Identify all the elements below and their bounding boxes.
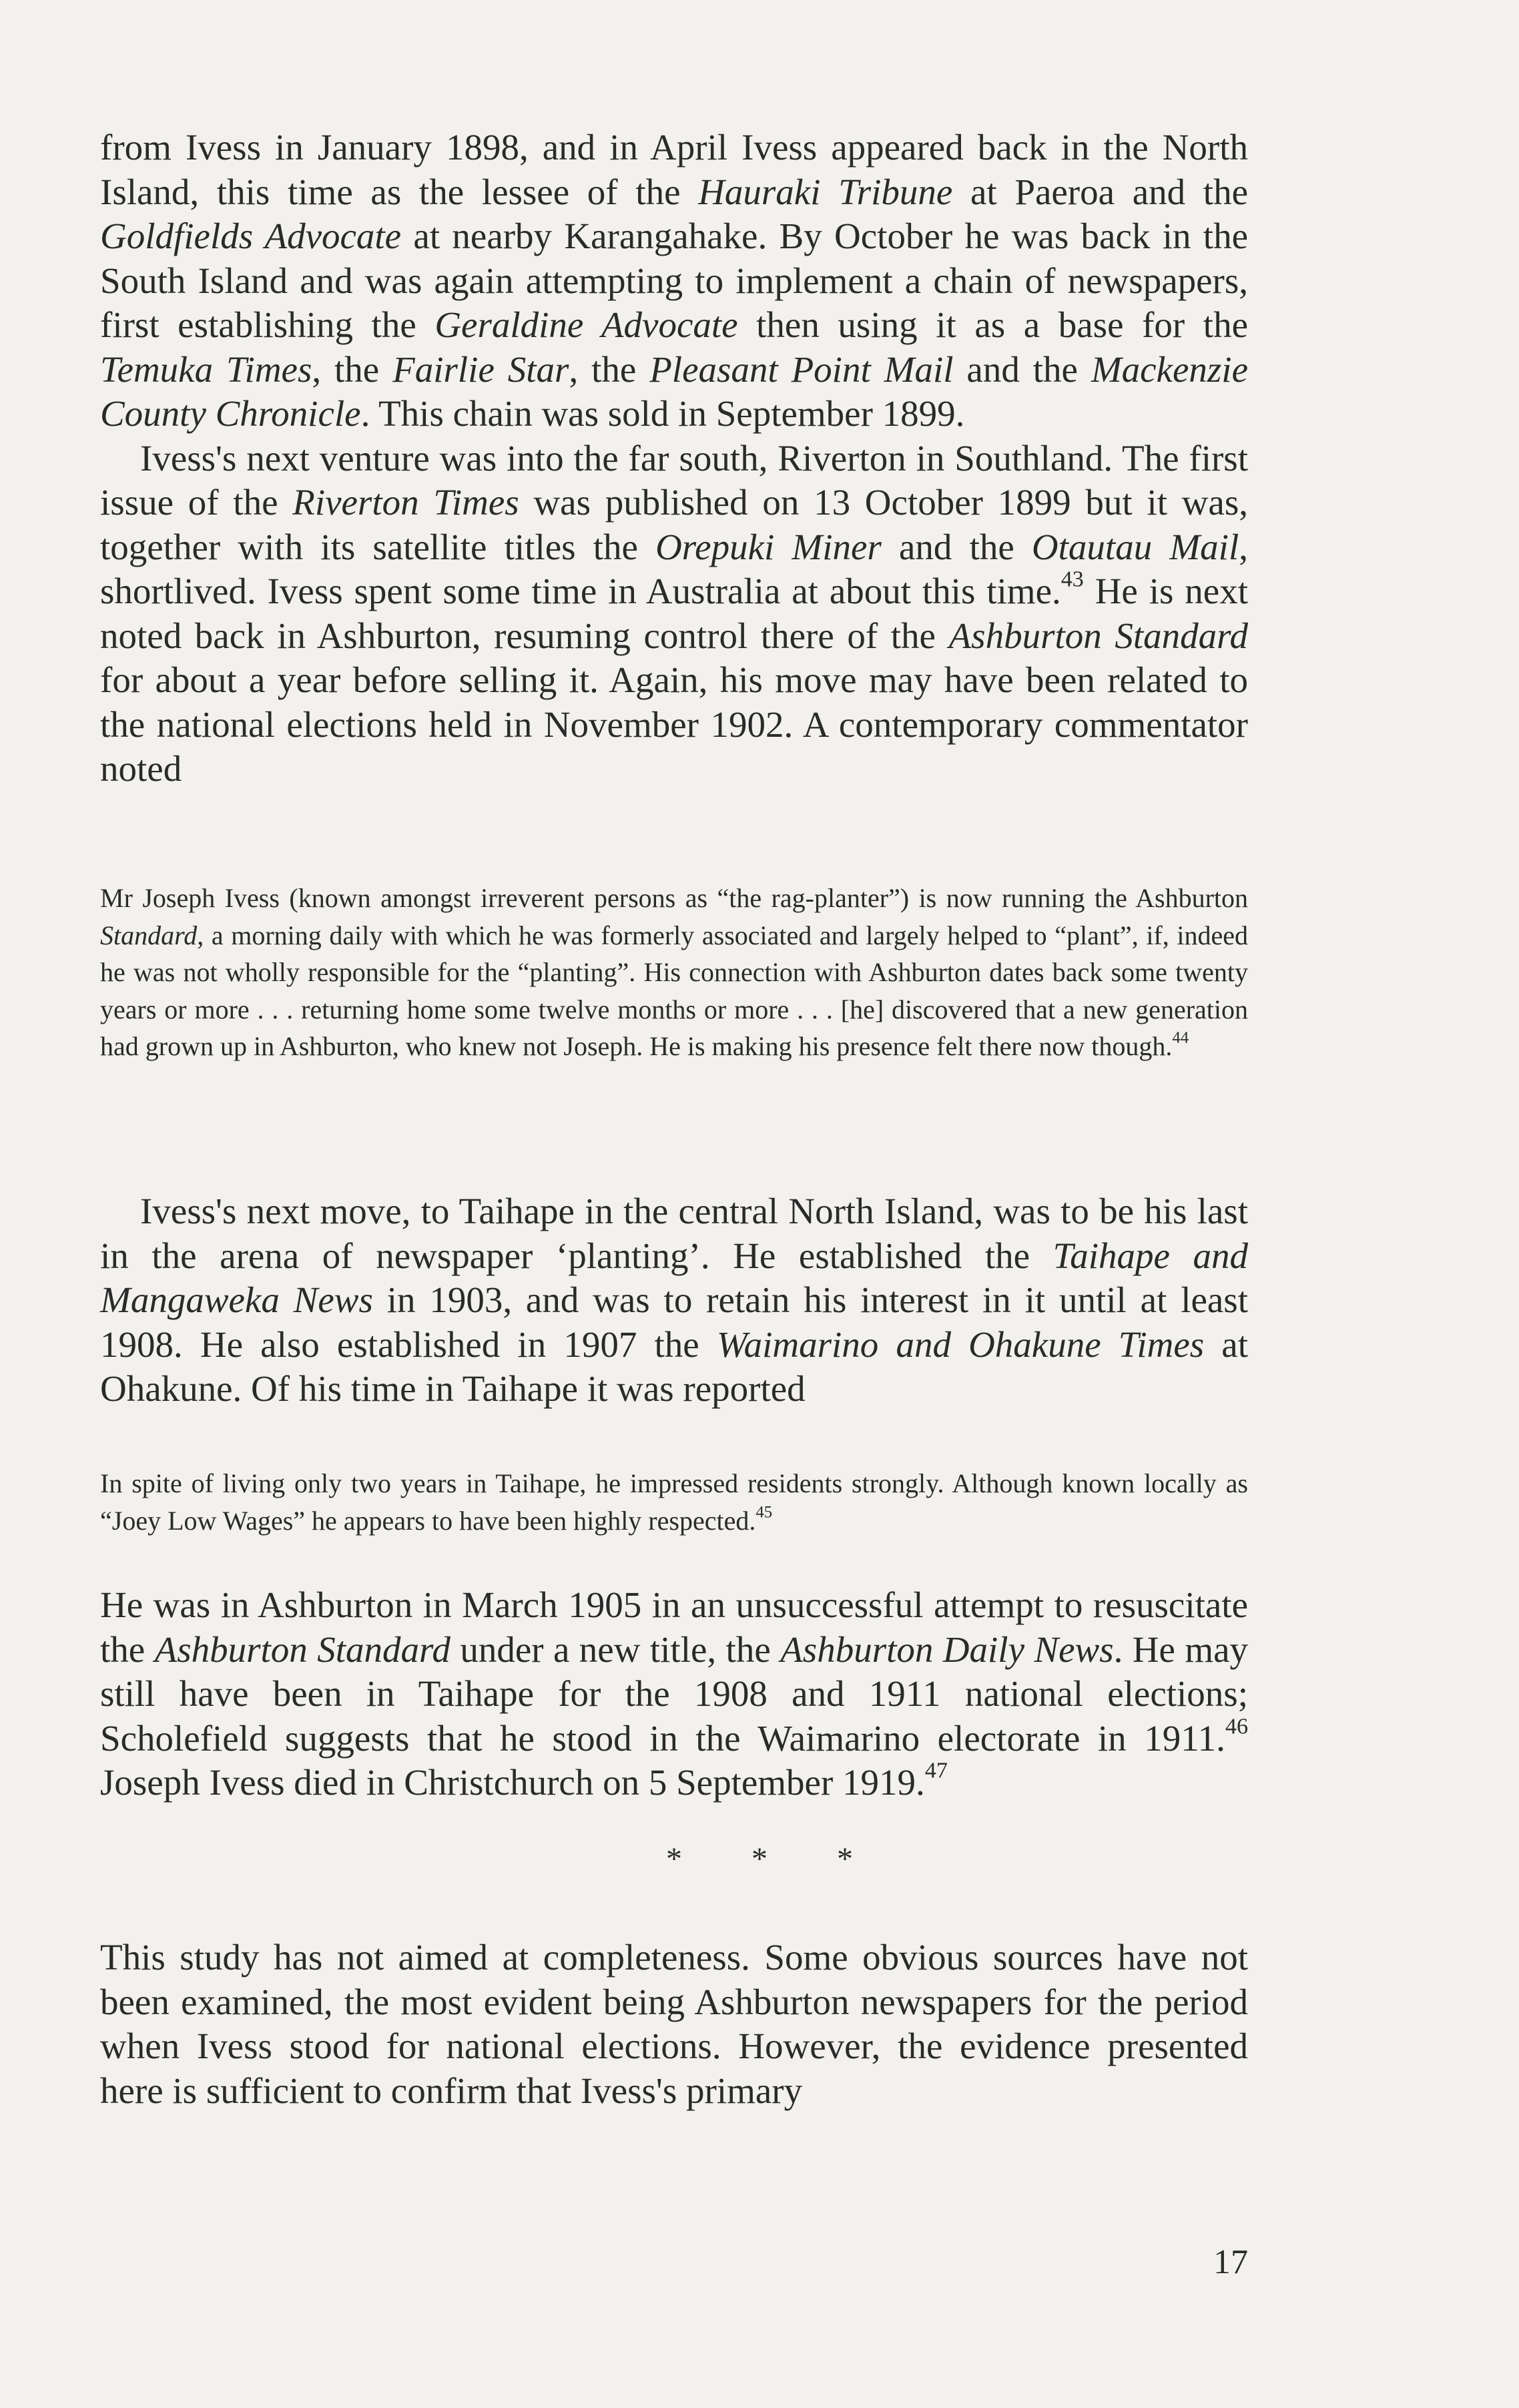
footnote-ref: 47 xyxy=(924,1758,948,1783)
text-run: , the xyxy=(569,348,650,390)
text-run: Ivess's next venture was into the far south, Riverton in Southland. The first issue of the xyxy=(100,437,1248,523)
text-run: This study has not aimed at completeness. Some obvious sources have not been examined, the most evident being Ashburton newspapers for the period when Ivess stood for national elections. However, the evidence presented here is sufficient to confirm that Ivess's primary xyxy=(100,1937,1248,2111)
newspaper-title: Temuka Times xyxy=(100,348,312,390)
quote-text xyxy=(100,880,1248,1065)
newspaper-title: Ashburton Standard xyxy=(154,1628,450,1670)
paragraph xyxy=(100,125,1248,436)
footnote-ref: 46 xyxy=(1225,1713,1248,1739)
text-run: at nearby Karangahake. By October he was back in the South Island and was again attempting to implement a chain of newspapers, first establishing the xyxy=(100,216,1248,345)
newspaper-title: Taihape and Mangaweka News xyxy=(100,1235,1248,1320)
newspaper-title: Pleasant Point Mail xyxy=(649,348,954,390)
paragraph xyxy=(100,436,1248,792)
text-run: Joseph Ivess died in Christchurch on 5 September 1919. xyxy=(100,1762,925,1803)
newspaper-title: Standard xyxy=(100,920,198,950)
text-run: He is next noted back in Ashburton, resuming control there of the xyxy=(100,571,1248,656)
paragraph xyxy=(100,1189,1248,1412)
newspaper-title: Goldfields Advocate xyxy=(100,216,402,256)
text-run: and the xyxy=(953,348,1091,390)
text-run: He was in Ashburton in March 1905 in an unsuccessful attempt to resuscitate the xyxy=(100,1584,1248,1670)
newspaper-title: Ashburton Daily News xyxy=(780,1628,1114,1670)
newspaper-title: Fairlie Star xyxy=(392,348,569,390)
block-quote xyxy=(100,880,1248,1065)
newspaper-title: Hauraki Tribune xyxy=(698,171,953,212)
text-run: Ivess's next move, to Taihape in the central North Island, was to be his last in the arena of newspaper ‘planting’. He established the xyxy=(100,1191,1248,1276)
text-run: , a morning daily with which he was formerly associated and largely helped to “plant”, if, indeed he was not wholly responsible for the “planting”. His connection with Ashburton dates back some twenty years or more . . . returning home some twelve months or more . . . [he] discovered that a new generation had grown up in Ashburton, who knew not Joseph. He is making his presence felt there now though. xyxy=(100,920,1248,1061)
newspaper-title: Riverton Times xyxy=(292,482,519,523)
text-run: , the xyxy=(312,348,393,390)
paragraph xyxy=(100,1935,1248,2113)
page-number: 17 xyxy=(1213,2243,1248,2281)
text-run: , shortlived. Ivess spent some time in Australia at about this time. xyxy=(100,526,1248,611)
footnote-ref: 45 xyxy=(755,1502,773,1521)
text-run: from Ivess in January 1898, and in April Ivess appeared back in the North Island, this time as the lessee of the xyxy=(100,127,1248,212)
asterisk: * xyxy=(837,1841,853,1877)
text-run: . This chain was sold in September 1899. xyxy=(360,393,965,434)
body-text-block xyxy=(100,1583,1248,1805)
newspaper-title: Otautau Mail xyxy=(1031,526,1239,567)
newspaper-title: Geraldine Advocate xyxy=(434,304,738,345)
asterisk: * xyxy=(666,1841,682,1877)
quote-text xyxy=(100,1465,1248,1539)
body-text-block xyxy=(100,125,1248,792)
newspaper-title: Waimarino and Ohakune Times xyxy=(716,1323,1205,1365)
text-run: . He may still have been in Taihape for the 1908 and 1911 national elections; Scholefield suggests that he stood in the Waimarino electorate in 1911. xyxy=(100,1628,1249,1759)
newspaper-title: Mackenzie County Chronicle xyxy=(100,348,1248,434)
text-run: in 1903, and was to retain his interest in it until at least 1908. He also established in 1907 the xyxy=(100,1279,1248,1365)
text-run: was published on 13 October 1899 but it was, together with its satellite titles the xyxy=(100,482,1248,567)
footnote-ref: 43 xyxy=(1060,567,1084,592)
newspaper-title: Ashburton Standard xyxy=(948,615,1249,656)
paragraph xyxy=(100,1583,1248,1805)
footnote-ref: 44 xyxy=(1172,1028,1189,1047)
asterisk: * xyxy=(751,1841,768,1877)
text-run: In spite of living only two years in Taihape, he impressed residents strongly. Although known locally as “Joey Low Wages” he appears to have been highly respected. xyxy=(100,1468,1248,1536)
body-text-block xyxy=(100,1935,1248,2113)
section-break xyxy=(0,1841,1519,1877)
text-run: then using it as a base for the xyxy=(737,304,1248,345)
body-text-block xyxy=(100,1189,1248,1412)
text-run: at Ohakune. Of his time in Taihape it was reported xyxy=(100,1323,1248,1409)
block-quote xyxy=(100,1465,1248,1539)
text-run: and the xyxy=(881,526,1032,567)
text-run: under a new title, the xyxy=(450,1628,781,1670)
text-run: at Paeroa and the xyxy=(952,171,1248,212)
text-run: for about a year before selling it. Again, his move may have been related to the national elections held in November 1902. A contemporary commentator noted xyxy=(100,659,1248,789)
newspaper-title: Orepuki Miner xyxy=(655,526,882,567)
text-run: Mr Joseph Ivess (known amongst irreverent persons as “the rag-planter”) is now running the Ashburton xyxy=(100,883,1248,913)
